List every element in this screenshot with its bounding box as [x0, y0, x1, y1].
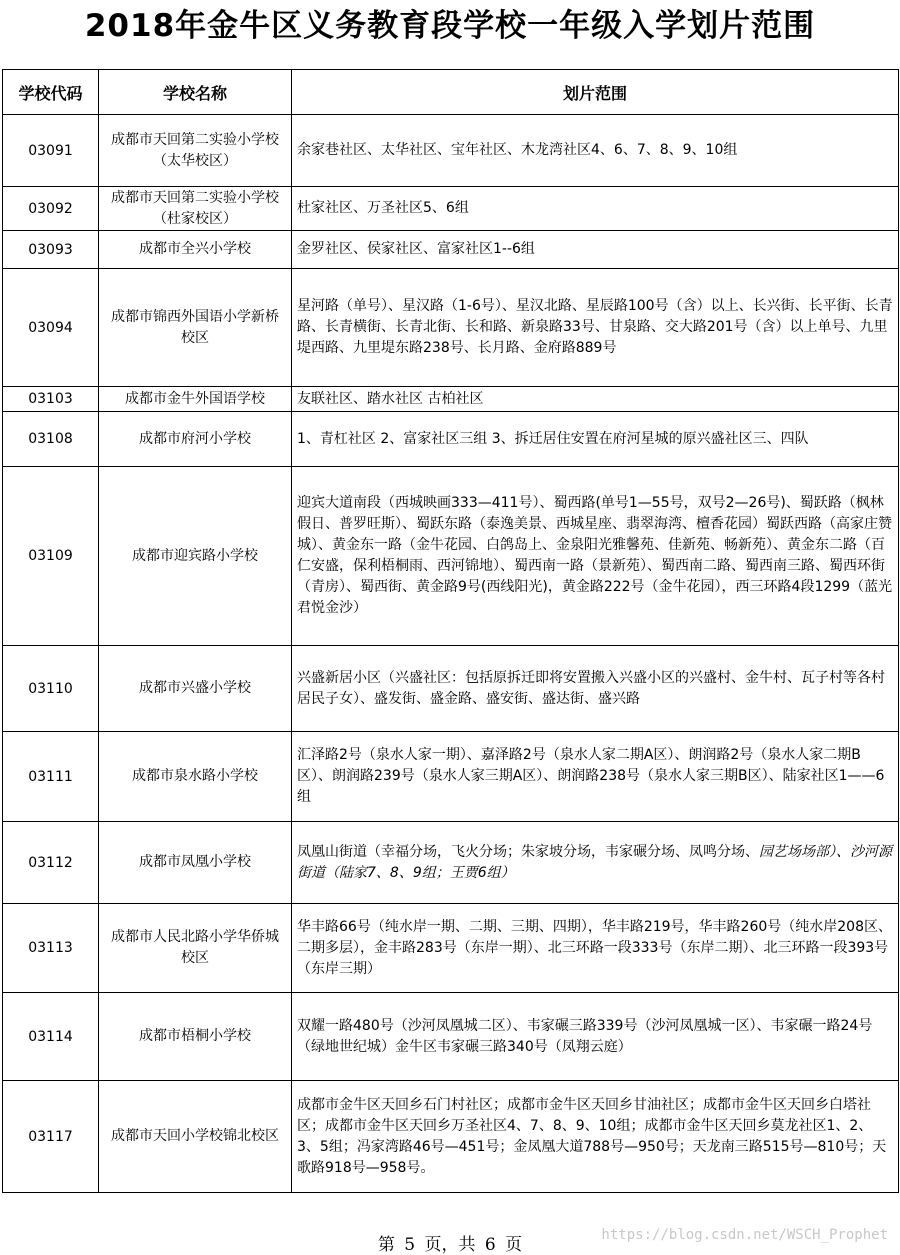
- school-code: 03108: [3, 412, 99, 467]
- table-row: [3, 412, 899, 467]
- school-code: 03103: [3, 387, 99, 412]
- table-row: [3, 904, 899, 993]
- page-title: 2018年金牛区义务教育段学校一年级入学划片范围: [84, 8, 816, 44]
- school-code: 03112: [3, 822, 99, 904]
- school-code: 03094: [3, 269, 99, 387]
- school-code: 03092: [3, 187, 99, 231]
- table-row: [3, 646, 899, 732]
- table-row: [3, 822, 899, 904]
- school-name: 成都市天回第二实验小学校（太华校区）: [99, 115, 292, 187]
- school-code: 03091: [3, 115, 99, 187]
- zoning-range: 华丰路66号（纯水岸一期、二期、三期、四期），华丰路219号，华丰路260号（纯水岸208区、二期多层），金丰路283号（东岸一期）、北三环路一段333号（东岸二期）、北三环路一段393号（东岸三期）: [292, 904, 899, 993]
- school-name: 成都市锦西外国语小学新桥校区: [99, 269, 292, 387]
- zoning-table: [2, 69, 899, 1193]
- school-code: 03110: [3, 646, 99, 732]
- school-name: 成都市泉水路小学校: [99, 732, 292, 822]
- watermark: https://blog.csdn.net/WSCH_Prophet: [601, 1227, 888, 1243]
- school-name: 成都市梧桐小学校: [99, 993, 292, 1081]
- zoning-range: [292, 822, 899, 904]
- school-name: 成都市全兴小学校: [99, 231, 292, 269]
- footer-page-number: 5: [404, 1235, 416, 1255]
- zoning-range: 杜家社区、万圣社区5、6组: [292, 187, 899, 231]
- school-name: 成都市迎宾路小学校: [99, 467, 292, 646]
- school-code: 03117: [3, 1081, 99, 1193]
- header-zoning-range: 划片范围: [292, 70, 899, 115]
- table-row: [3, 269, 899, 387]
- school-name: 成都市府河小学校: [99, 412, 292, 467]
- zoning-range: 金罗社区、侯家社区、富家社区1--6组: [292, 231, 899, 269]
- table-row: [3, 732, 899, 822]
- school-code: 03113: [3, 904, 99, 993]
- school-name: 成都市天回小学校锦北校区: [99, 1081, 292, 1193]
- footer-total-unit: 页: [505, 1235, 523, 1255]
- table-row: [3, 993, 899, 1081]
- table-row: [3, 187, 899, 231]
- footer-page-unit: 页，共: [424, 1235, 476, 1255]
- zoning-range: 迎宾大道南段（西城映画333—411号）、蜀西路(单号1—55号，双号2—26号)、蜀跃路（枫林假日、普罗旺斯）、蜀跃东路（泰逸美景、西城星座、翡翠海湾、檀香花园）蜀跃西路（高家庄赞城）、黄金东一路（金牛花园、白鸽岛上、金泉阳光雅馨苑、佳新苑、畅新苑）、黄金东二路（百仁安盛，保利梧桐雨、西河锦地）、蜀西南一路（景新苑）、蜀西南二路、蜀西南三路、蜀西环街（青房）、蜀西街、黄金路9号(西线阳光)，黄金路222号（金牛花园），西三环路4段1299（蓝光君悦金沙）: [292, 467, 899, 646]
- school-name: 成都市天回第二实验小学校（杜家校区）: [99, 187, 292, 231]
- school-code: 03114: [3, 993, 99, 1081]
- footer-page-label: 第: [377, 1235, 395, 1255]
- table-row: [3, 115, 899, 187]
- zoning-range-italic-text: 园艺场场部）、沙河源街道（陆家7、8、9组；王贾6组）: [297, 843, 892, 881]
- school-name: 成都市人民北路小学华侨城校区: [99, 904, 292, 993]
- zoning-range: 汇泽路2号（泉水人家一期）、嘉泽路2号（泉水人家二期A区）、朗润路2号（泉水人家二期B区）、朗润路239号（泉水人家三期A区）、朗润路238号（泉水人家三期B区）、陆家社区1——6组: [292, 732, 899, 822]
- zoning-range: 双耀一路480号（沙河凤凰城二区）、韦家碾三路339号（沙河凤凰城一区）、韦家碾一路24号（绿地世纪城）金牛区韦家碾三路340号（凤翔云庭）: [292, 993, 899, 1081]
- zoning-range: 1、青杠社区 2、富家社区三组 3、拆迁居住安置在府河星城的原兴盛社区三、四队: [292, 412, 899, 467]
- school-name: 成都市凤凰小学校: [99, 822, 292, 904]
- school-name: 成都市兴盛小学校: [99, 646, 292, 732]
- footer-total-pages: 6: [484, 1235, 496, 1255]
- table-row: [3, 231, 899, 269]
- table-header-row: [3, 70, 899, 115]
- header-school-code: 学校代码: [3, 70, 99, 115]
- zoning-range: 星河路（单号）、星汉路（1-6号）、星汉北路、星辰路100号（含）以上、长兴街、长平街、长青路、长青横街、长青北街、长和路、新泉路33号、甘泉路、交大路201号（含）以上单号、九里堤西路、九里堤东路238号、长月路、金府路889号: [292, 269, 899, 387]
- school-code: 03109: [3, 467, 99, 646]
- table-row: [3, 467, 899, 646]
- school-name: 成都市金牛外国语学校: [99, 387, 292, 412]
- school-code: 03111: [3, 732, 99, 822]
- zoning-range-text: 凤凰山街道（幸福分场，飞火分场；朱家坡分场，韦家碾分场、凤鸣分场、: [297, 843, 759, 860]
- zoning-range: 余家巷社区、太华社区、宝年社区、木龙湾社区4、6、7、8、9、10组: [292, 115, 899, 187]
- table-row: [3, 1081, 899, 1193]
- table-row: [3, 387, 899, 412]
- zoning-range: 兴盛新居小区（兴盛社区：包括原拆迁即将安置搬入兴盛小区的兴盛村、金牛村、瓦子村等各村居民子女）、盛发街、盛金路、盛安街、盛达街、盛兴路: [292, 646, 899, 732]
- school-code: 03093: [3, 231, 99, 269]
- zoning-range: 成都市金牛区天回乡石门村社区；成都市金牛区天回乡甘油社区；成都市金牛区天回乡白塔社区；成都市金牛区天回乡万圣社区4、7、8、9、10组；成都市金牛区天回乡莫龙社区1、2、3、5组；冯家湾路46号—451号；金凤凰大道788号—950号；天龙南三路515号—810号；天歌路918号—958号。: [292, 1081, 899, 1193]
- header-school-name: 学校名称: [99, 70, 292, 115]
- zoning-range: 友联社区、踏水社区 古柏社区: [292, 387, 899, 412]
